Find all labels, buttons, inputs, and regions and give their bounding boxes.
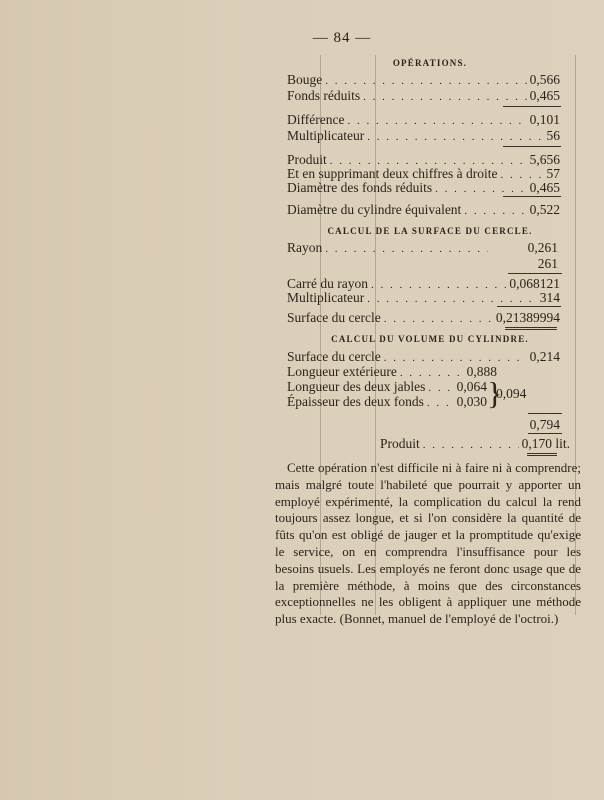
result-double-rule xyxy=(527,453,557,456)
row-bouge xyxy=(287,72,560,88)
row-value: 0,465 xyxy=(529,180,560,195)
row-label: Produit xyxy=(380,436,420,451)
row-epaisseur-fonds xyxy=(287,394,487,410)
row-label: Surface du cercle xyxy=(287,310,381,325)
row-value: 0,064 xyxy=(456,379,487,394)
row-value: 0,465 xyxy=(529,88,560,103)
row-diametre-cylindre xyxy=(287,202,560,218)
row-value: 0,888 xyxy=(466,364,497,379)
row-value: 261 xyxy=(537,256,558,271)
subtraction-rule xyxy=(503,106,561,107)
operations-heading: OPÉRATIONS. xyxy=(392,58,468,68)
row-surface-cercle-2 xyxy=(287,349,560,365)
surface-heading: CALCUL DE LA SURFACE DU CERCLE. xyxy=(327,226,533,236)
row-produit-final xyxy=(380,436,570,452)
row-value: 0,21389994 xyxy=(495,310,560,325)
multiplication-rule xyxy=(508,273,562,274)
row-value: 57 xyxy=(546,166,560,181)
row-label: Diamètre du cylindre équivalent xyxy=(287,202,462,217)
row-label: Surface du cercle xyxy=(287,349,381,364)
row-label: Différence xyxy=(287,112,345,127)
row-surface-cercle xyxy=(287,310,560,326)
multiplication-rule xyxy=(528,433,562,434)
result-double-rule xyxy=(505,327,557,330)
row-cylinder-length xyxy=(500,417,560,433)
row-label: Longueur extérieure xyxy=(287,364,397,379)
row-jables-sum xyxy=(496,386,556,402)
row-label: Bouge xyxy=(287,72,323,87)
row-label: Rayon xyxy=(287,240,323,255)
row-value: 0,794 xyxy=(529,417,560,432)
multiplication-rule xyxy=(503,146,561,147)
multiplication-rule xyxy=(497,306,561,307)
row-label: Carré du rayon xyxy=(287,276,368,291)
row-rayon xyxy=(287,240,560,256)
brace-symbol: } xyxy=(487,375,503,411)
row-multiplicateur xyxy=(287,128,560,144)
row-rayon-multiplier xyxy=(287,256,560,272)
addition-rule xyxy=(503,196,561,197)
row-label: Et en supprimant deux chiffres à droite xyxy=(287,166,498,181)
row-label: Produit xyxy=(287,152,327,167)
row-value: 0,214 xyxy=(529,349,560,364)
row-label: Épaisseur des deux fonds xyxy=(287,394,424,409)
row-value: 0,261 xyxy=(527,240,558,255)
row-value: 0,566 xyxy=(529,72,560,87)
row-value: 0,068121 xyxy=(509,276,560,291)
row-label: Fonds réduits xyxy=(287,88,361,103)
row-longueur-jables xyxy=(287,379,487,395)
page-number: — 84 — xyxy=(312,30,372,46)
row-label: Multiplicateur xyxy=(287,290,365,305)
addition-rule xyxy=(528,413,562,414)
row-longueur-exterieure xyxy=(287,364,497,380)
row-label: Diamètre des fonds réduits xyxy=(287,180,433,195)
row-diametre-fonds xyxy=(287,180,560,196)
row-value: 0,030 xyxy=(456,394,487,409)
row-value: 0,094 xyxy=(496,386,527,401)
row-value: 0,101 xyxy=(529,112,560,127)
row-difference xyxy=(287,112,560,128)
row-value: 314 xyxy=(539,290,560,305)
row-label: Multiplicateur xyxy=(287,128,365,143)
row-multiplicateur-2 xyxy=(287,290,560,306)
row-value: 0,170 lit. xyxy=(521,436,570,451)
volume-heading: CALCUL DU VOLUME DU CYLINDRE. xyxy=(331,334,529,344)
row-fonds-reduits xyxy=(287,88,560,104)
body-paragraph: Cette opération n'est difficile ni à faire ni à comprendre; mais malgré toute l'habileté que pourrait y apporter un employé expérimenté, la complication du calcul la rend toujours assez longue, et si l'on considère la quantité de fûts qu'on est obligé de jauger et la promptitude qu'exige le service, on en comprendra l'insuffisance pour les besoins usuels. Les employés ne feront donc usage que de la première méthode, à moins que des circonstances exceptionnelles ne les obligent à appliquer une méthode plus exacte. (Bonnet, manuel de l'employé de l'octroi.) xyxy=(275,460,581,627)
row-value: 5,656 xyxy=(529,152,560,167)
row-value: 0,522 xyxy=(529,202,560,217)
row-label: Longueur des deux jables xyxy=(287,379,426,394)
row-value: 56 xyxy=(546,128,560,143)
